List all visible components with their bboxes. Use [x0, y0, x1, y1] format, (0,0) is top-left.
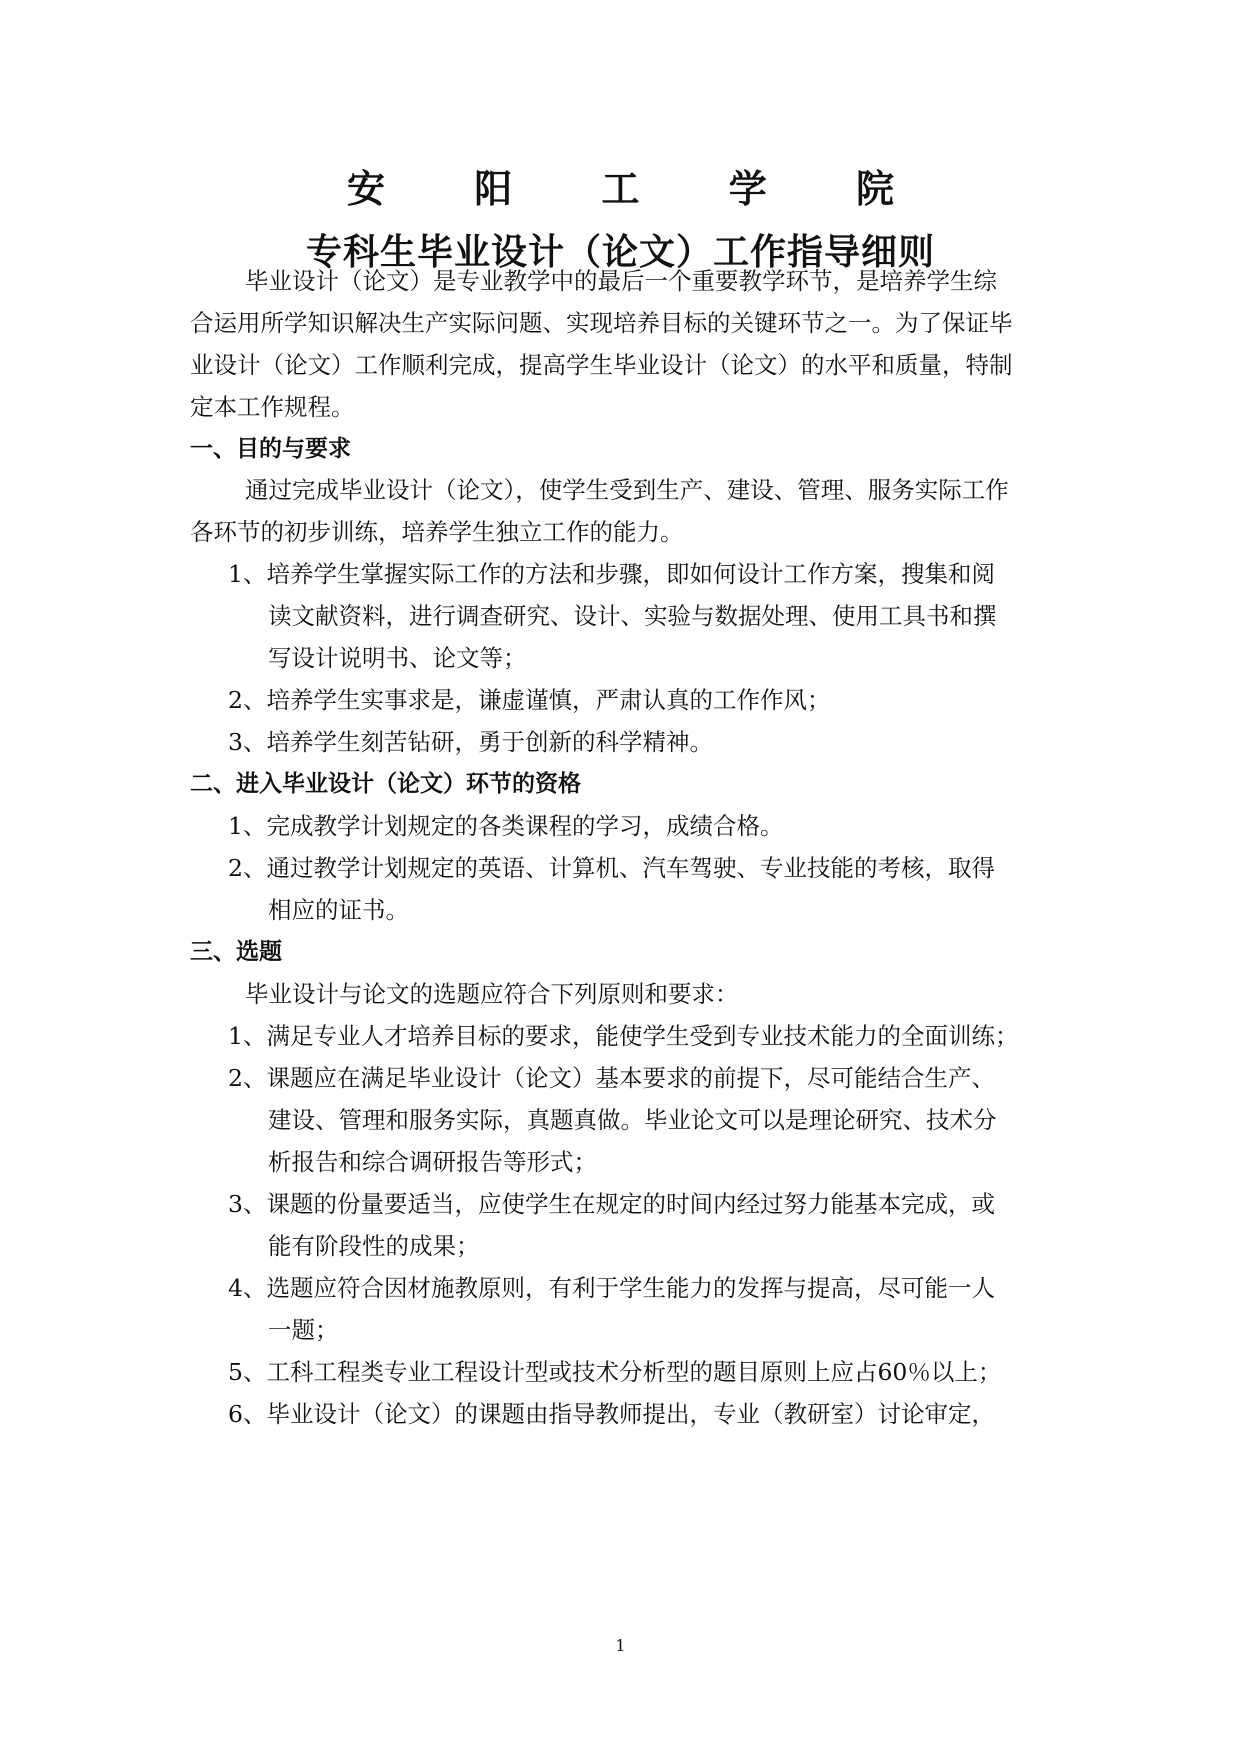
section-heading: 二、进入毕业设计（论文）环节的资格 [190, 771, 581, 797]
list-item: 6、毕业设计（论文）的课题由指导教师提出，专业（教研室）讨论审定， [228, 1400, 995, 1428]
list-item: 1、满足专业人才培养目标的要求，能使学生受到专业技术能力的全面训练； [228, 1022, 1019, 1050]
list-item: 3、培养学生刻苦钻研，勇于创新的科学精神。 [228, 728, 713, 756]
section-paragraph-line: 各环节的初步训练，培养学生独立工作的能力。 [190, 518, 684, 546]
list-item: 3、课题的份量要适当，应使学生在规定的时间内经过努力能基本完成，或 [228, 1190, 995, 1218]
document-title: 专科生毕业设计（论文）工作指导细则 [305, 232, 935, 273]
page-number: 1 [615, 1636, 626, 1655]
list-item-continuation: 析报告和综合调研报告等形式； [268, 1148, 597, 1176]
section-paragraph-line: 毕业设计与论文的选题应符合下列原则和要求： [245, 980, 739, 1008]
list-item-continuation: 相应的证书。 [268, 896, 409, 924]
intro-line: 业设计（论文）工作顺利完成，提高学生毕业设计（论文）的水平和质量，特制 [190, 351, 1013, 379]
section-heading: 三、选题 [190, 939, 282, 965]
section-paragraph-line: 通过完成毕业设计（论文），使学生受到生产、建设、管理、服务实际工作 [245, 476, 1009, 504]
list-item-continuation: 写设计说明书、论文等； [268, 644, 527, 672]
list-item-continuation: 读文献资料，进行调查研究、设计、实验与数据处理、使用工具书和撰 [268, 602, 997, 630]
list-item: 1、培养学生掌握实际工作的方法和步骤，即如何设计工作方案，搜集和阅 [228, 560, 995, 588]
list-item-continuation: 一题； [268, 1316, 339, 1344]
list-item: 1、完成教学计划规定的各类课程的学习，成绩合格。 [228, 812, 784, 840]
list-item: 2、课题应在满足毕业设计（论文）基本要求的前提下，尽可能结合生产、 [228, 1064, 995, 1092]
section-heading: 一、目的与要求 [190, 436, 351, 462]
list-item: 2、通过教学计划规定的英语、计算机、汽车驾驶、专业技能的考核，取得 [228, 854, 995, 882]
intro-line: 合运用所学知识解决生产实际问题、实现培养目标的关键环节之一。为了保证毕 [190, 309, 1013, 337]
intro-line: 毕业设计（论文）是专业教学中的最后一个重要教学环节，是培养学生综 [245, 267, 997, 295]
list-item-continuation: 能有阶段性的成果； [268, 1232, 480, 1260]
school-title: 安 阳 工 学 院 [347, 167, 932, 211]
list-item: 2、培养学生实事求是，谦虚谨慎，严肃认真的工作作风； [228, 686, 831, 714]
list-item: 5、工科工程类专业工程设计型或技术分析型的题目原则上应占60％以上； [228, 1358, 1002, 1386]
intro-line: 定本工作规程。 [190, 393, 355, 421]
list-item: 4、选题应符合因材施教原则，有利于学生能力的发挥与提高，尽可能一人 [228, 1274, 995, 1302]
list-item-continuation: 建设、管理和服务实际，真题真做。毕业论文可以是理论研究、技术分 [268, 1106, 997, 1134]
